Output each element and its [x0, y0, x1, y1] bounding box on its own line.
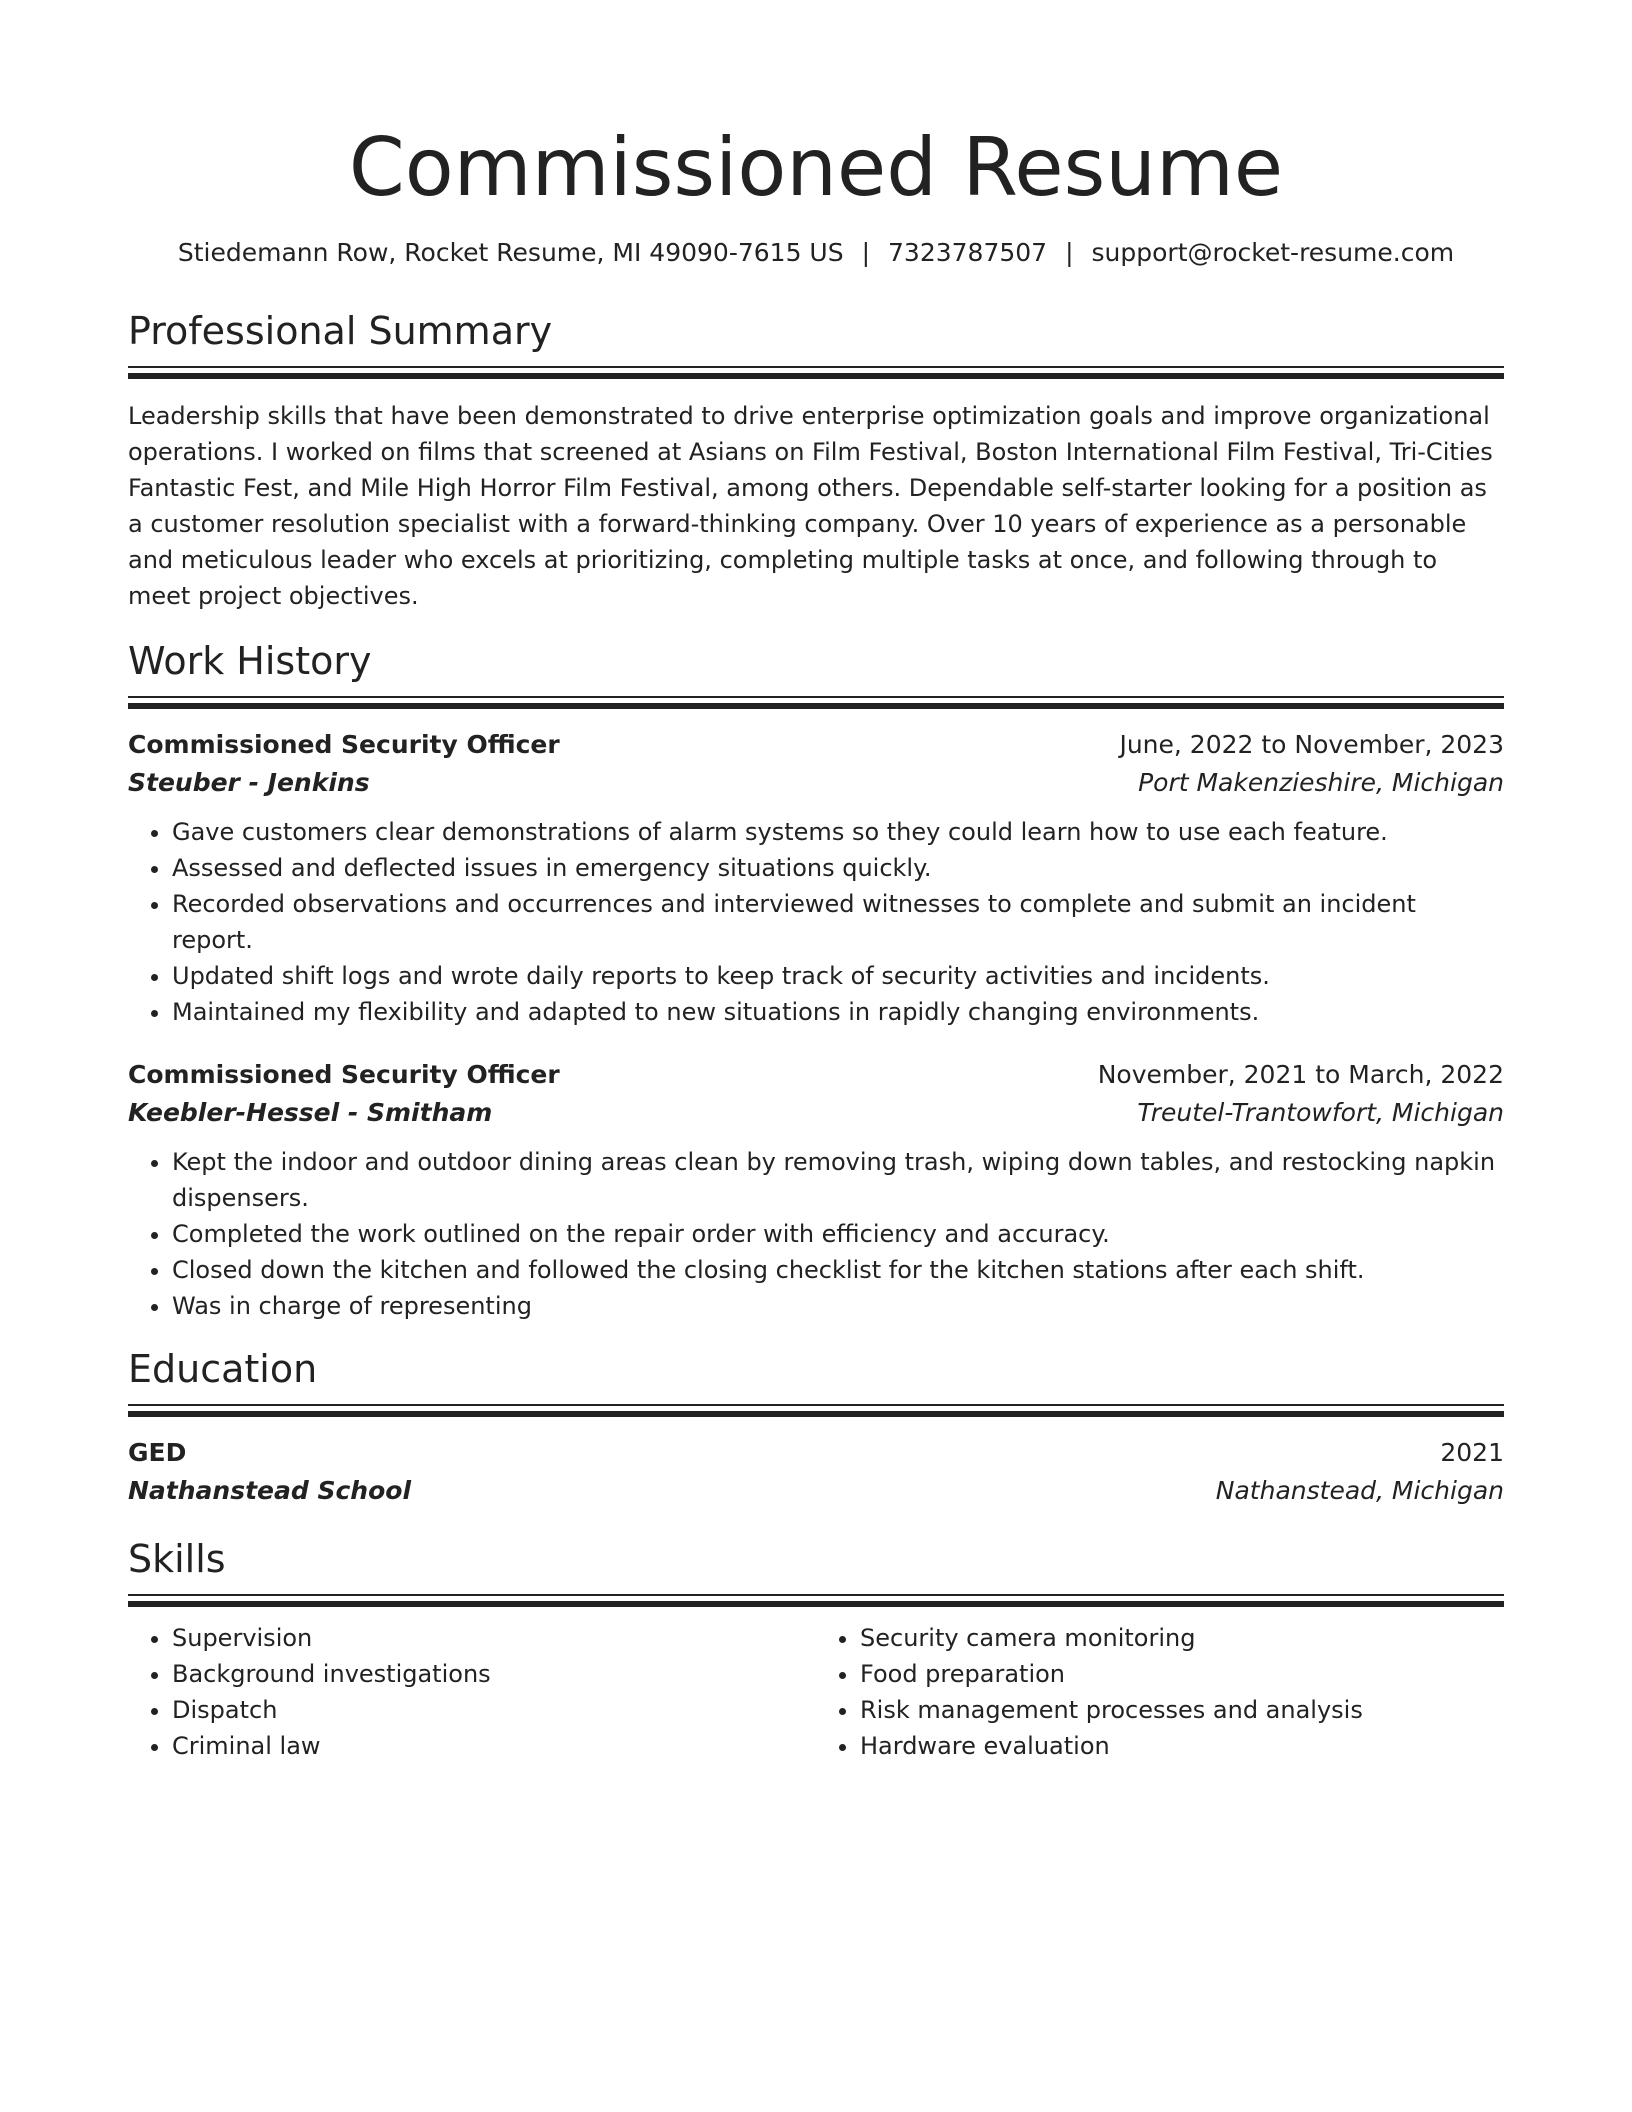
job-entry — [128, 726, 1504, 1030]
skills-list-left — [128, 1620, 816, 1764]
job-company: Keebler-Hessel - Smitham — [128, 1098, 493, 1127]
list-item: • Completed the work outlined on the repair order with efficiency and accuracy. — [172, 1216, 1504, 1252]
job-dates: November, 2021 to March, 2022 — [1097, 1060, 1504, 1089]
job-bullet-list — [128, 1144, 1504, 1324]
list-item: • Criminal law — [172, 1728, 816, 1764]
education-location: Nathanstead, Michigan — [1215, 1476, 1504, 1505]
section-divider — [128, 1594, 1504, 1608]
section-heading-education: Education — [128, 1347, 318, 1391]
list-item: • Kept the indoor and outdoor dining areas clean by removing trash, wiping down tables, and restocking napkin dispensers. — [172, 1144, 1504, 1216]
summary-section — [128, 306, 1504, 614]
contact-line — [128, 236, 1504, 270]
contact-address: Stiedemann Row, Rocket Resume, MI 49090-7615 US — [177, 238, 844, 267]
contact-email: support@rocket-resume.com — [1091, 238, 1455, 267]
section-divider — [128, 366, 1504, 380]
job-header-row — [128, 1056, 1504, 1094]
job-header-row — [128, 726, 1504, 764]
list-item: • Recorded observations and occurrences and interviewed witnesses to complete and submit an incident report. — [172, 886, 1504, 958]
section-heading-skills: Skills — [128, 1537, 226, 1581]
education-school-row — [128, 1472, 1504, 1510]
section-divider — [128, 1404, 1504, 1418]
list-item: • Gave customers clear demonstrations of alarm systems so they could learn how to use each feature. — [172, 814, 1504, 850]
list-item: • Assessed and deflected issues in emergency situations quickly. — [172, 850, 1504, 886]
job-dates: June, 2022 to November, 2023 — [1119, 730, 1504, 759]
job-bullet-list — [128, 814, 1504, 1030]
contact-phone: 7323787507 — [888, 238, 1048, 267]
skills-columns — [128, 1620, 1504, 1764]
job-location: Port Makenzieshire, Michigan — [1138, 768, 1504, 797]
job-company-row — [128, 1094, 1504, 1132]
skills-section — [128, 1534, 1504, 1764]
education-year: 2021 — [1440, 1438, 1504, 1467]
contact-separator: | — [1065, 238, 1074, 267]
section-divider — [128, 696, 1504, 710]
job-company: Steuber - Jenkins — [128, 768, 370, 797]
list-item: • Supervision — [172, 1620, 816, 1656]
resume-title: Commissioned Resume — [348, 121, 1284, 214]
list-item: • Updated shift logs and wrote daily reports to keep track of security activities and incidents. — [172, 958, 1504, 994]
education-header-row — [128, 1434, 1504, 1472]
list-item: • Background investigations — [172, 1656, 816, 1692]
resume-page — [128, 0, 1504, 1764]
summary-text: Leadership skills that have been demonstrated to drive enterprise optimization goals and improve organizational operations. I worked on films that screened at Asians on Film Festival, Boston International Film Festival, Tri-Cities Fantastic Fest, and Mile High Horror Film Festival, among others. Dependable self-starter looking for a position as a customer resolution specialist with a forward-thinking company. Over 10 years of experience as a personable and meticulous leader who excels at prioritizing, completing multiple tasks at once, and following through to meet project objectives. — [128, 402, 1493, 610]
skills-list-right — [816, 1620, 1504, 1764]
job-company-row — [128, 764, 1504, 802]
education-degree: GED — [128, 1438, 187, 1467]
list-item: • Maintained my flexibility and adapted to new situations in rapidly changing environments. — [172, 994, 1504, 1030]
list-item: • Closed down the kitchen and followed the closing checklist for the kitchen stations after each shift. — [172, 1252, 1504, 1288]
list-item: • Food preparation — [860, 1656, 1504, 1692]
work-history-section — [128, 636, 1504, 1324]
section-heading-work-history: Work History — [128, 639, 372, 683]
list-item: • Security camera monitoring — [860, 1620, 1504, 1656]
list-item: • Dispatch — [172, 1692, 816, 1728]
job-title: Commissioned Security Officer — [128, 1060, 560, 1089]
list-item: • Was in charge of representing — [172, 1288, 1504, 1324]
job-entry — [128, 1056, 1504, 1324]
section-heading-summary: Professional Summary — [128, 309, 553, 353]
education-school: Nathanstead School — [128, 1476, 412, 1505]
job-location: Treutel-Trantowfort, Michigan — [1137, 1098, 1504, 1127]
education-entry — [128, 1434, 1504, 1510]
job-title: Commissioned Security Officer — [128, 730, 560, 759]
contact-separator: | — [861, 238, 871, 267]
education-section — [128, 1344, 1504, 1510]
list-item: • Hardware evaluation — [860, 1728, 1504, 1764]
list-item: • Risk management processes and analysis — [860, 1692, 1504, 1728]
